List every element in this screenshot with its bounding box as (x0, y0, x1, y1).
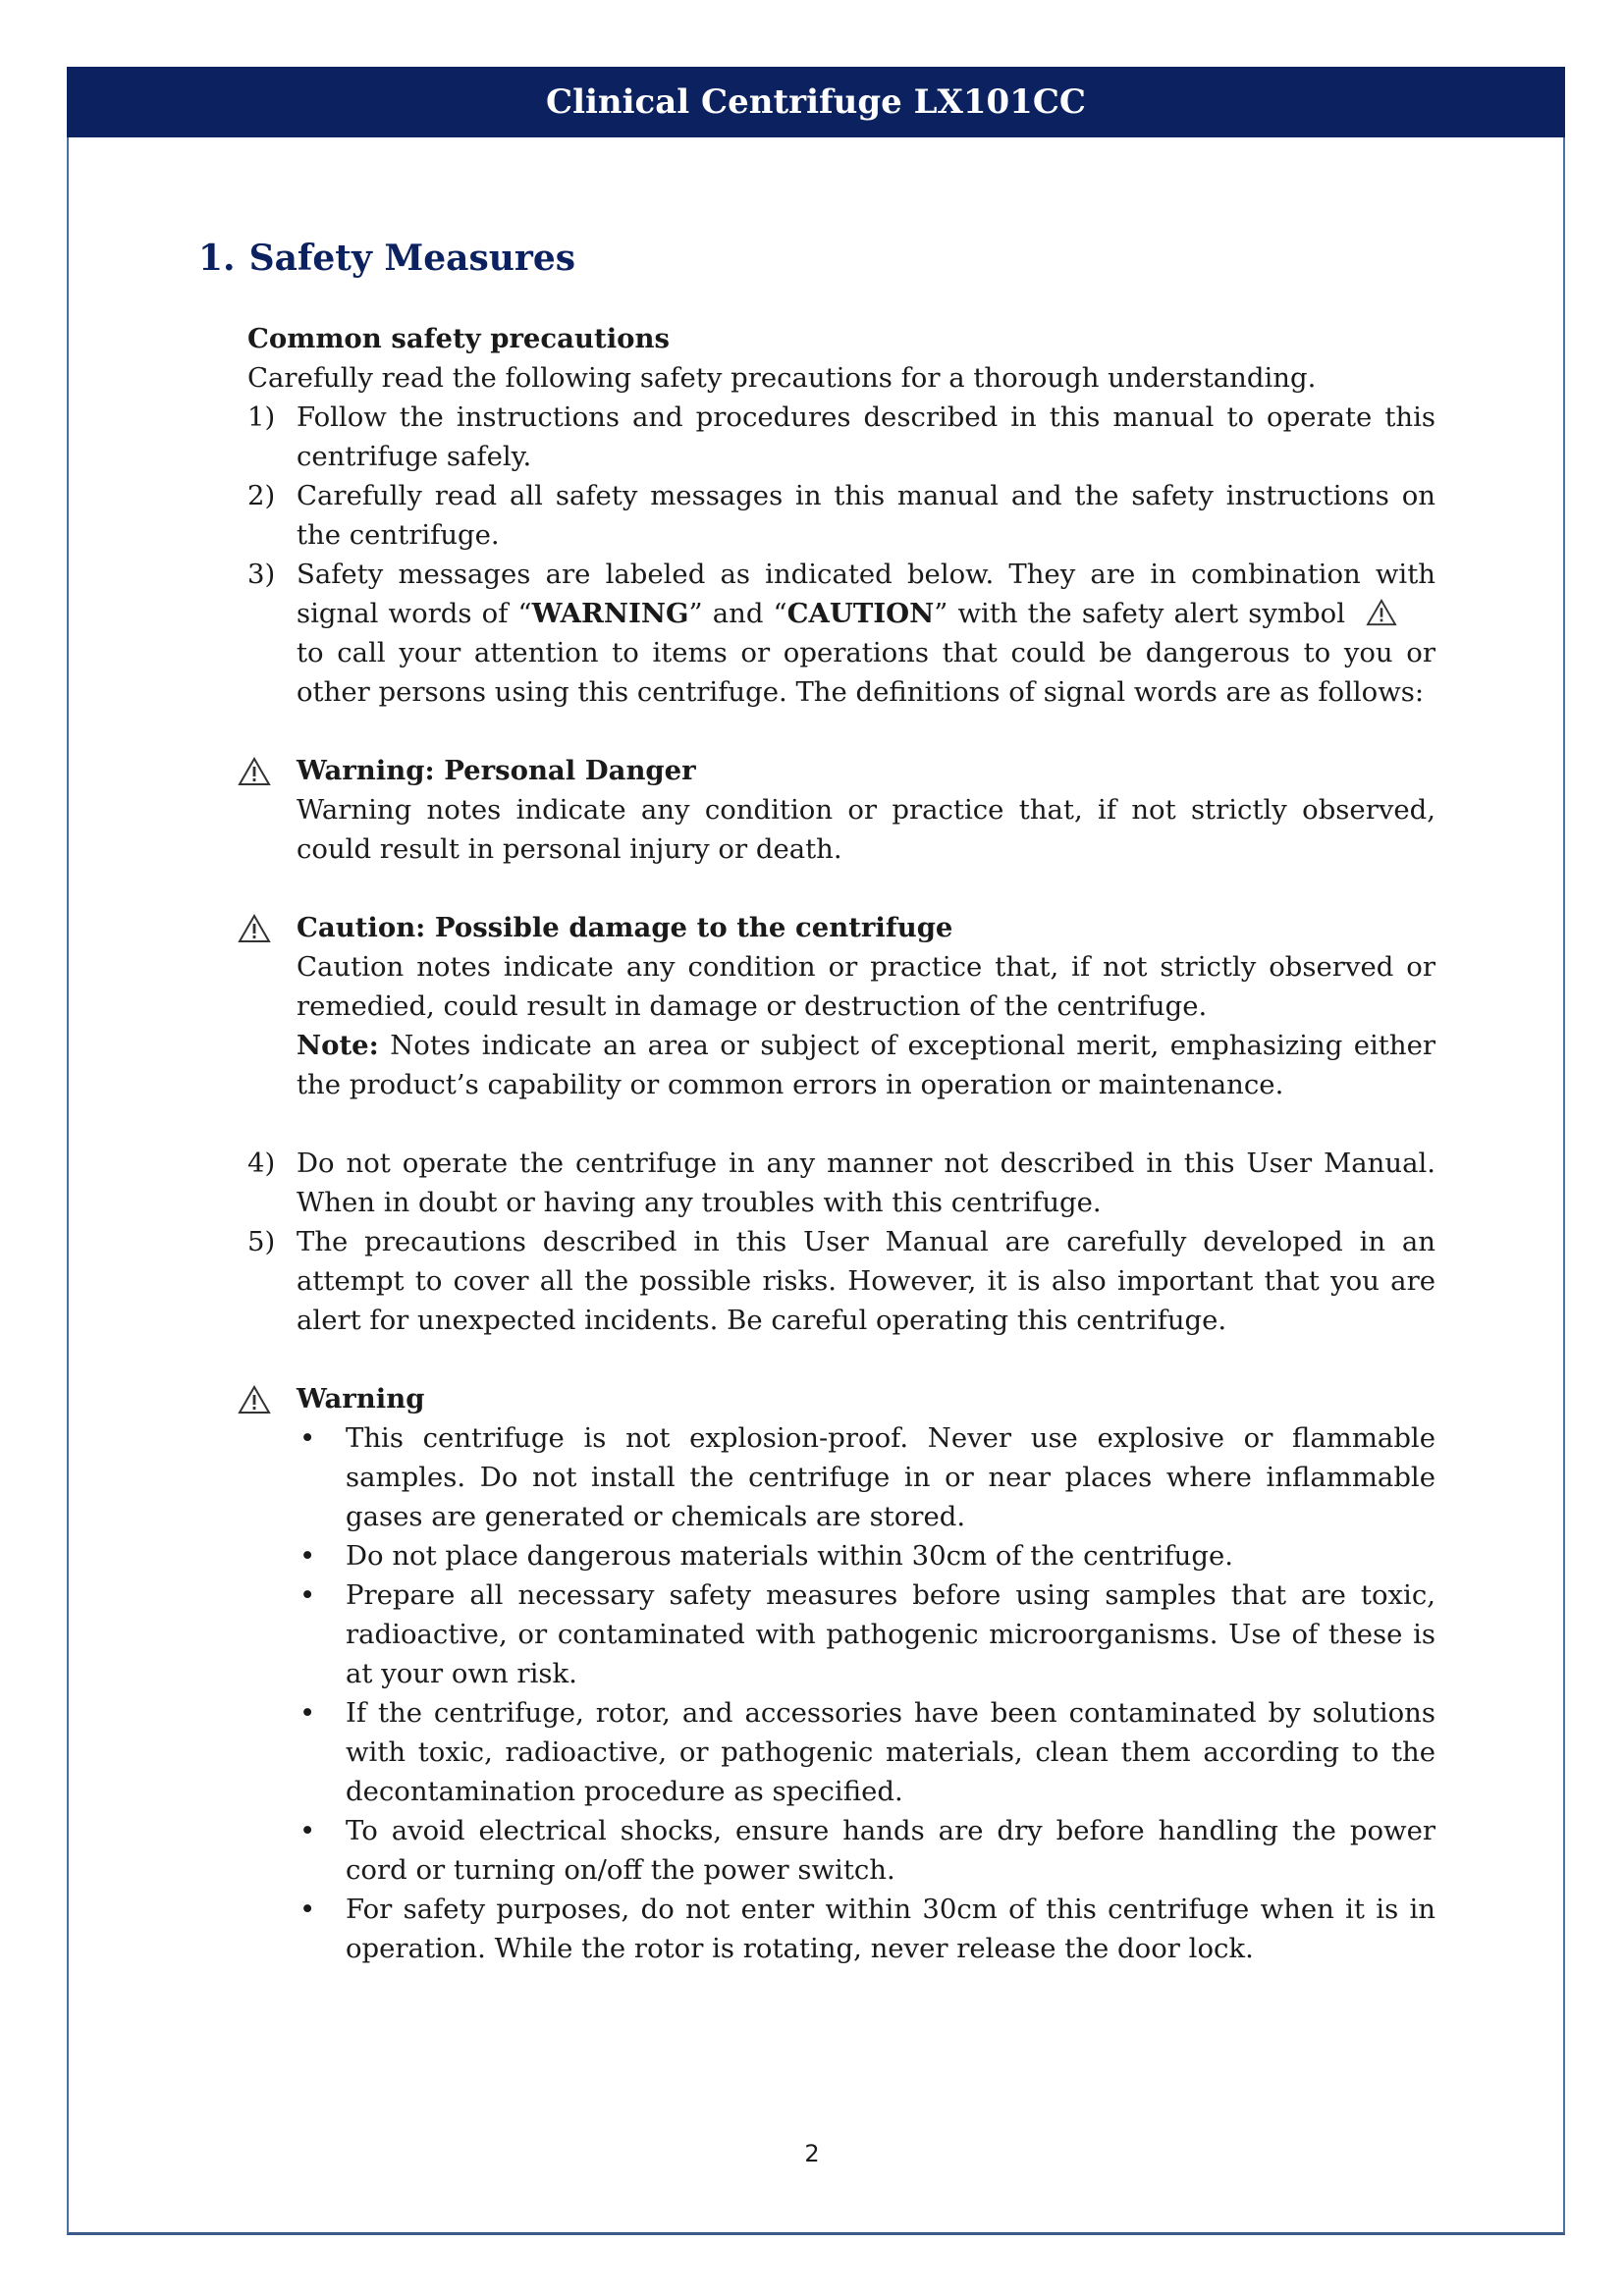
list-item (247, 1890, 1435, 1968)
bullet-text: Do not place dangerous materials within 30cm of the centrifuge. (346, 1540, 1233, 1572)
note-label: Note: (297, 1030, 379, 1061)
list-item (247, 1811, 1435, 1890)
item-number: 3) (247, 559, 276, 590)
caution-damage-text: Caution notes indicate any condition or practice that, if not strictly observed or remedied, could result in damage or destruction of the centrifuge. (297, 951, 1435, 1022)
item-number: 4) (247, 1148, 276, 1179)
item-text: Do not operate the centrifuge in any manner not described in this User Manual. When in doubt or having any troubles with this centrifuge. (297, 1148, 1435, 1218)
list-item (247, 1222, 1435, 1340)
bullet: • (299, 1815, 316, 1846)
list-item (247, 555, 1435, 712)
list-item (247, 1144, 1435, 1222)
common-precautions-heading: Common safety precautions (247, 323, 670, 354)
bullet: • (299, 1422, 316, 1454)
bullet-text: For safety purposes, do not enter within 30cm of this centrifuge when it is in operation. While the rotor is rotating, never release the door lock. (346, 1894, 1435, 1964)
item-text: Follow the instructions and procedures described in this manual to operate this centrifuge safely. (297, 401, 1435, 472)
item-number: 5) (247, 1226, 276, 1257)
item-text-part: ” and “ (688, 598, 787, 629)
list-item (247, 398, 1435, 476)
warning-triangle-icon (1365, 599, 1398, 626)
section-heading (198, 238, 575, 279)
common-precautions-intro: Carefully read the following safety precautions for a thorough understanding. (247, 362, 1317, 394)
list-item (247, 1536, 1435, 1575)
caution-word: CAUTION (786, 598, 935, 629)
warning-list-title: Warning (297, 1383, 425, 1415)
list-item (247, 1693, 1435, 1811)
list-item (247, 1418, 1435, 1536)
bullet-text: Prepare all necessary safety measures before using samples that are toxic, radioactive, or contaminated with pathogenic microorganisms. Use of these is at your own risk. (346, 1579, 1435, 1689)
bullet: • (299, 1540, 316, 1572)
bullet: • (299, 1697, 316, 1729)
section-title: Safety Measures (248, 238, 576, 279)
bullet: • (299, 1894, 316, 1925)
item-number: 1) (247, 401, 276, 433)
warning-bullet-list (247, 1418, 1435, 1968)
header-bar (67, 67, 1565, 137)
item-text-part: ” with the safety alert symbol (934, 598, 1345, 629)
bullet-text: If the centrifuge, rotor, and accessories have been contaminated by solutions with toxic, radioactive, or pathogenic materials, clean them according to the decontamination procedure as specified. (346, 1697, 1435, 1807)
caution-damage-title: Caution: Possible damage to the centrifuge (297, 912, 953, 943)
main-content (247, 319, 1435, 1968)
note-text: Notes indicate an area or subject of exceptional merit, emphasizing either the product’s capability or common errors in operation or maintenance. (297, 1030, 1435, 1100)
note-paragraph (297, 1026, 1435, 1104)
item-text: The precautions described in this User Manual are carefully developed in an attempt to cover all the possible risks. However, it is also important that you are alert for unexpected incidents. Be careful operating this centrifuge. (297, 1226, 1435, 1336)
warning-triangle-icon (238, 1385, 271, 1415)
item-text-part: to call your attention to items or operations that could be dangerous to you or other persons using this centrifuge. The definitions of signal words are as follows: (297, 637, 1435, 708)
warning-list-block (247, 1379, 1435, 1418)
warning-personal-block (247, 751, 1435, 869)
list-item (247, 476, 1435, 555)
warning-triangle-icon (238, 757, 271, 786)
item-text-part: Safety messages are labeled as indicated below. They are in combination with signal words of “ (297, 559, 1435, 629)
bullet-text: To avoid electrical shocks, ensure hands are dry before handling the power cord or turning on/off the power switch. (346, 1815, 1435, 1886)
item-text: Carefully read all safety messages in this manual and the safety instructions on the centrifuge. (297, 480, 1435, 551)
list-item (247, 1575, 1435, 1693)
item-number: 2) (247, 480, 276, 511)
caution-damage-block (247, 908, 1435, 1104)
warning-triangle-icon (238, 914, 271, 943)
warning-personal-title: Warning: Personal Danger (297, 755, 696, 786)
page-number: 2 (804, 2140, 820, 2167)
bullet: • (299, 1579, 316, 1611)
document-title: Clinical Centrifuge LX101CC (546, 82, 1086, 122)
bullet-text: This centrifuge is not explosion-proof. Never use explosive or flammable samples. Do not install the centrifuge in or near places where inflammable gases are generated or chemicals are stored. (346, 1422, 1435, 1532)
section-number: 1. (198, 238, 236, 279)
warning-personal-text: Warning notes indicate any condition or practice that, if not strictly observed, could result in personal injury or death. (297, 794, 1435, 865)
warning-word: WARNING (531, 598, 689, 629)
